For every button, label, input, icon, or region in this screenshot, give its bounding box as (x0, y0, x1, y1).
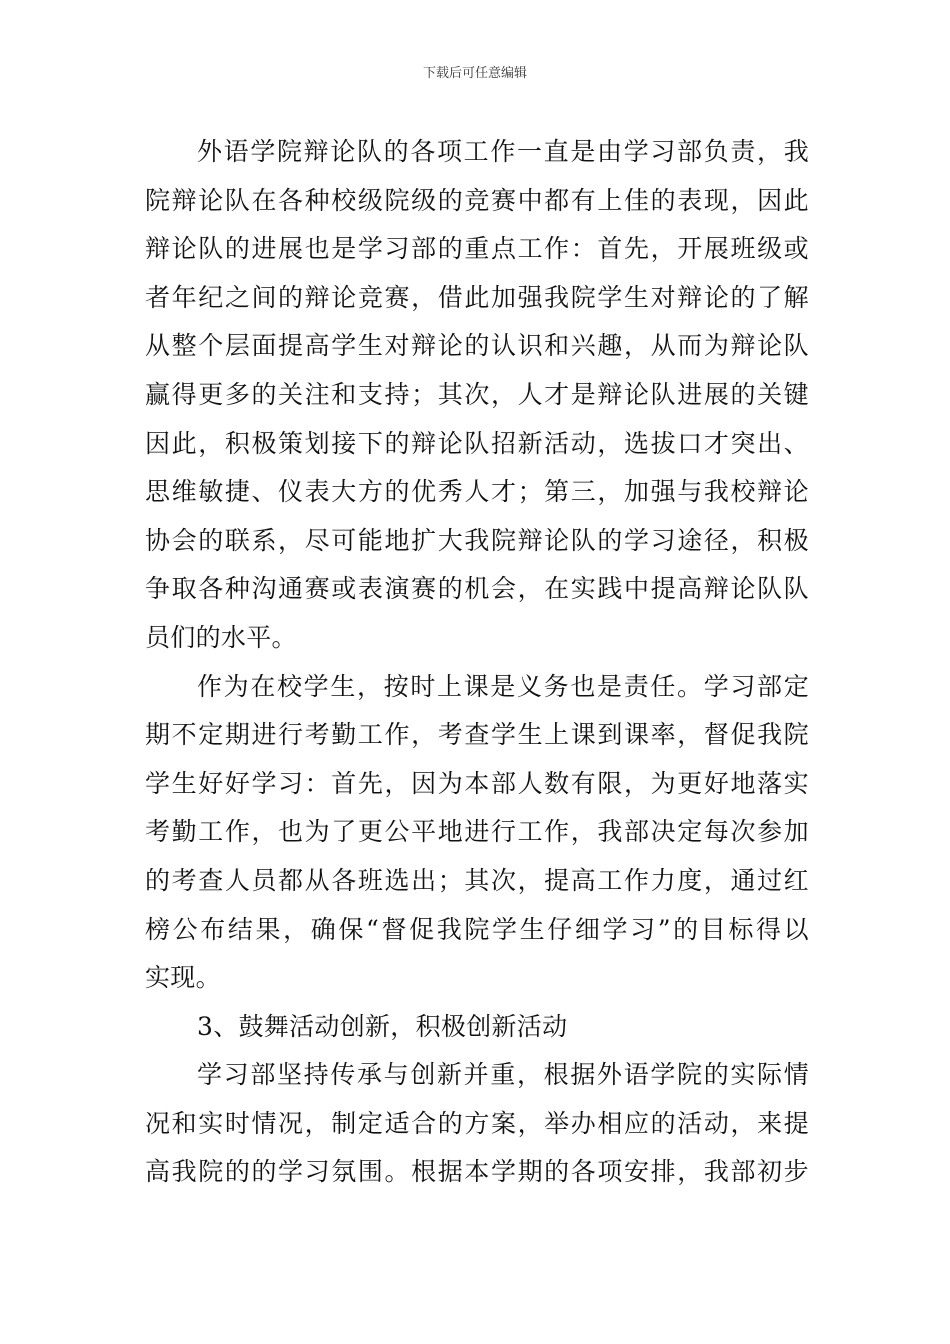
text-line: 赢得更多的关注和支持；其次，人才是辩论队进展的关键 (145, 379, 809, 409)
text-line: 学习部坚持传承与创新并重，根据外语学院的实际情 (197, 1060, 809, 1090)
text-line: 考勤工作，也为了更公平地进行工作，我部决定每次参加 (145, 817, 809, 847)
text-line: 员们的水平。 (145, 622, 297, 652)
paragraph-attendance (145, 663, 809, 1003)
text-line: 辩论队的进展也是学习部的重点工作：首先，开展班级或 (145, 234, 809, 264)
section-heading (145, 1003, 809, 1052)
text-line: 的考查人员都从各班选出；其次，提高工作力度，通过红 (145, 865, 809, 895)
text-line: 学生好好学习：首先，因为本部人数有限，为更好地落实 (145, 768, 809, 798)
text-line: 思维敏捷、仪表大方的优秀人才；第三，加强与我校辩论 (145, 477, 809, 507)
text-line: 实现。 (145, 963, 221, 993)
text-line: 高我院的的学习氛围。根据本学期的各项安排，我部初步 (145, 1157, 809, 1187)
text-line: 外语学院辩论队的各项工作一直是由学习部负责，我 (197, 137, 809, 166)
document-body (145, 128, 809, 1197)
text-line: 榜公布结果，确保“督促我院学生仔细学习”的目标得以 (145, 914, 809, 944)
text-line: 况和实时情况，制定适合的方案，举办相应的活动，来提 (145, 1108, 809, 1138)
page-header: 下载后可任意编辑 (422, 66, 527, 81)
text-line: 院辩论队在各种校级院级的竞赛中都有上佳的表现，因此 (145, 185, 809, 215)
text-line: 者年纪之间的辩论竞赛，借此加强我院学生对辩论的了解 (145, 282, 809, 312)
paragraph-debate-team (145, 128, 809, 663)
text-line: 从整个层面提高学生对辩论的认识和兴趣，从而为辩论队 (145, 331, 809, 361)
text-line: 因此，积极策划接下的辩论队招新活动，选拔口才突出、 (145, 428, 809, 458)
text-line: 争取各种沟通赛或表演赛的机会，在实践中提高辩论队队 (145, 574, 809, 604)
section-heading-text: 3、鼓舞活动创新，积极创新活动 (197, 1011, 568, 1041)
text-line: 协会的联系，尽可能地扩大我院辩论队的学习途径，积极 (145, 525, 809, 555)
text-line: 作为在校学生，按时上课是义务也是责任。学习部定 (197, 671, 809, 701)
text-line: 期不定期进行考勤工作，考查学生上课到课率，督促我院 (145, 720, 809, 750)
paragraph-innovation (145, 1051, 809, 1197)
